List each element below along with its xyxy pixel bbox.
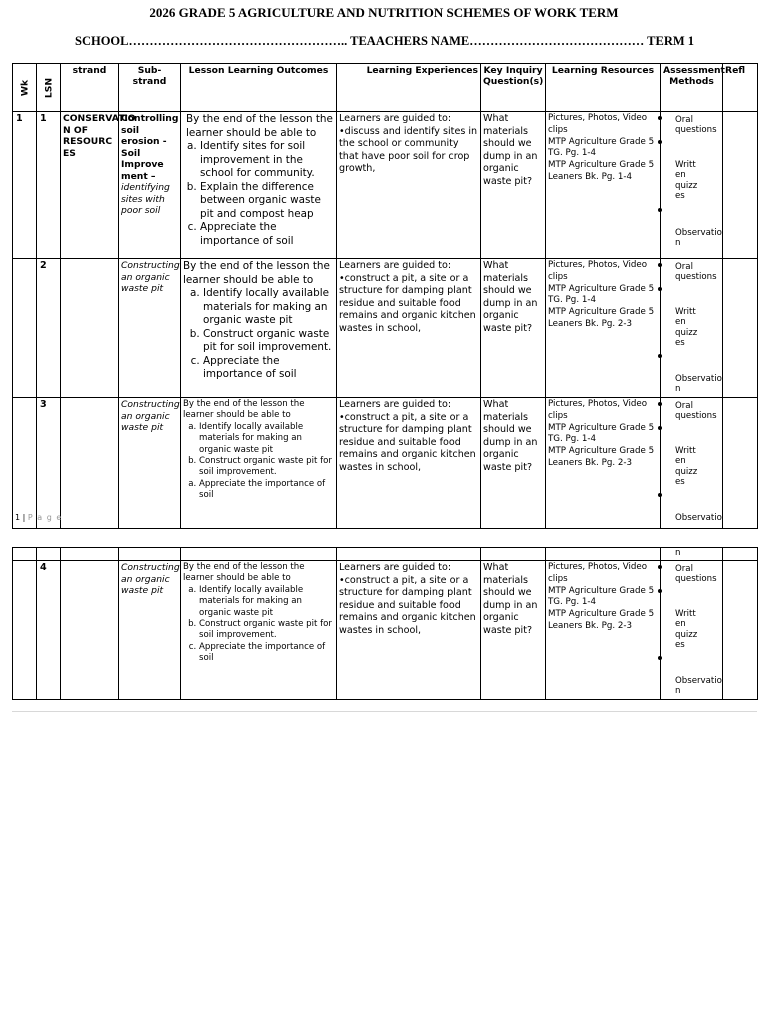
outcome-item: c. Appreciate the importance of soil — [200, 221, 334, 248]
reflection-cell — [723, 561, 758, 700]
header-strand: strand — [61, 64, 119, 112]
inquiry-cell: What materials should we dump in an organic waste pit? — [481, 259, 546, 398]
sub-strand-cell — [119, 398, 181, 529]
header-lsn: LSN — [37, 64, 61, 112]
resources-cell: Pictures, Photos, Video clips MTP Agriculture Grade 5 TG. Pg. 1-4 MTP Agriculture Grade 5 Leaners Bk. Pg. 2-3 — [546, 398, 661, 529]
outcomes-intro: By the end of the lesson the learner should be able to — [183, 562, 305, 584]
experiences-cell: Learners are guided to: •construct a pit, a site or a structure for damping plant residue and suitable food remains and organic kitchen wastes in school, — [337, 561, 481, 700]
strand-cell: CONSERVATIO N OF RESOURC ES — [61, 112, 119, 259]
outcome-item: c. Appreciate the importance of soil — [199, 642, 334, 665]
header-outcomes: Lesson Learning Outcomes — [181, 64, 337, 112]
bullet-icon — [658, 287, 662, 291]
header-assessment: Assessment Methods — [661, 64, 723, 112]
page-number: 1 — [15, 513, 21, 522]
school-teacher-term-line: SCHOOL…………………………………………….. TEAACHERS NAME…………………………………… TERM 1 — [75, 34, 695, 48]
assessment-item: Observatio n — [675, 676, 722, 697]
outcome-item: b. Explain the difference between organic waste pit and compost heap — [200, 181, 334, 222]
outcomes-intro: By the end of the lesson the learner should be able to — [183, 260, 330, 286]
sub-strand-detail: Constructing an organic waste pit — [121, 399, 180, 433]
inquiry-cell: What materials should we dump in an organic waste pit? — [481, 398, 546, 529]
experiences-cell: Learners are guided to: •discuss and identify sites in the school or community that have poor soil for crop growth, — [337, 112, 481, 259]
assessment-item: Oral questions — [675, 115, 717, 136]
header-wk: Wk — [13, 64, 37, 112]
document-title: 2026 GRADE 5 AGRICULTURE AND NUTRITION SCHEMES OF WORK TERM — [149, 5, 619, 20]
assessment-item: Observatio n — [675, 374, 722, 395]
outcome-item: a. Identify locally available materials for making an organic waste pit — [199, 422, 334, 456]
outcome-item: c. Appreciate the importance of soil — [203, 355, 334, 382]
header-reflection: Refl — [723, 64, 758, 112]
lesson-cell: 4 — [37, 561, 61, 700]
table-row — [13, 112, 758, 259]
lesson-cell: 2 — [37, 259, 61, 398]
table-row — [13, 398, 758, 529]
outcomes-cell — [181, 259, 337, 398]
scheme-table-page-2 — [12, 547, 758, 700]
week-cell — [13, 398, 37, 529]
outcome-item: b. Construct organic waste pit for soil improvement. — [199, 456, 334, 479]
sub-strand-title: Controlling soil erosion - Soil Improve ment – — [121, 113, 179, 182]
assessment-item: Observatio n — [675, 228, 722, 249]
reflection-cell — [723, 259, 758, 398]
bullet-icon — [658, 402, 662, 406]
bullet-icon — [658, 656, 662, 660]
assessment-item: Writt en quizz es — [675, 307, 698, 348]
bullet-icon — [658, 565, 662, 569]
outcome-item: a. Identify sites for soil improvement in the school for community. — [200, 140, 334, 181]
assessment-cell — [661, 398, 723, 529]
assessment-cell — [661, 259, 723, 398]
assessment-item: Oral questions — [675, 564, 717, 585]
assessment-cell — [661, 112, 723, 259]
inquiry-cell: What materials should we dump in an organic waste pit? — [481, 112, 546, 259]
outcomes-cell — [181, 112, 337, 259]
bullet-icon — [658, 426, 662, 430]
reflection-cell — [723, 398, 758, 529]
assessment-item: Oral questions — [675, 262, 717, 283]
bullet-icon — [658, 354, 662, 358]
sub-strand-detail: Constructing an organic waste pit — [121, 260, 180, 294]
page-footer — [15, 513, 62, 522]
outcome-item: a. Identify locally available materials for making an organic waste pit — [203, 287, 334, 328]
assessment-item: Writt en quizz es — [675, 160, 698, 201]
resources-cell: Pictures, Photos, Video clips MTP Agriculture Grade 5 TG. Pg. 1-4 MTP Agriculture Grade 5 Leaners Bk. Pg. 2-3 — [546, 561, 661, 700]
bullet-icon — [658, 116, 662, 120]
bullet-icon — [658, 263, 662, 267]
continuation-text: n — [661, 548, 723, 561]
outcomes-intro: By the end of the lesson the learner should be able to — [183, 399, 305, 421]
assessment-cell — [661, 561, 723, 700]
sub-strand-cell — [119, 561, 181, 700]
outcome-item: b. Construct organic waste pit for soil improvement. — [199, 619, 334, 642]
page-separator: | — [22, 513, 26, 522]
resources-cell: Pictures, Photos, Video clips MTP Agriculture Grade 5 TG. Pg. 1-4 MTP Agriculture Grade 5 Leaners Bk. Pg. 2-3 — [546, 259, 661, 398]
reflection-cell — [723, 112, 758, 259]
header-row — [13, 64, 758, 112]
outcomes-cell — [181, 398, 337, 529]
page-divider — [12, 711, 757, 712]
resources-cell: Pictures, Photos, Video clips MTP Agriculture Grade 5 TG. Pg. 1-4 MTP Agriculture Grade 5 Leaners Bk. Pg. 1-4 — [546, 112, 661, 259]
outcomes-cell — [181, 561, 337, 700]
lesson-cell: 3 — [37, 398, 61, 529]
sub-strand-detail: identifying sites with poor soil — [121, 182, 170, 216]
outcomes-intro: By the end of the lesson the learner should be able to — [186, 113, 333, 139]
continuation-row — [13, 548, 758, 561]
sub-strand-cell — [119, 112, 181, 259]
assessment-item: Writt en quizz es — [675, 609, 698, 650]
header-inquiry: Key Inquiry Question(s) — [481, 64, 546, 112]
experiences-cell: Learners are guided to: •construct a pit, a site or a structure for damping plant residue and suitable food remains and organic kitchen wastes in school, — [337, 398, 481, 529]
bullet-icon — [658, 140, 662, 144]
table-row — [13, 259, 758, 398]
experiences-cell: Learners are guided to: •construct a pit, a site or a structure for damping plant residue and suitable food remains and organic kitchen wastes in school, — [337, 259, 481, 398]
lesson-cell: 1 — [37, 112, 61, 259]
inquiry-cell: What materials should we dump in an organic waste pit? — [481, 561, 546, 700]
strand-cell — [61, 398, 119, 529]
header-sub-strand: Sub-strand — [119, 64, 181, 112]
header-experiences: Learning Experiences — [337, 64, 481, 112]
assessment-item: Writt en quizz es — [675, 446, 698, 487]
bullet-icon — [658, 208, 662, 212]
week-cell — [13, 561, 37, 700]
assessment-item: Oral questions — [675, 401, 717, 422]
strand-cell — [61, 259, 119, 398]
bullet-icon — [658, 589, 662, 593]
header-resources: Learning Resources — [546, 64, 661, 112]
outcome-item: a. Identify locally available materials for making an organic waste pit — [199, 585, 334, 619]
scheme-table-page-1 — [12, 63, 758, 529]
week-cell: 1 — [13, 112, 37, 259]
strand-cell — [61, 561, 119, 700]
sub-strand-cell — [119, 259, 181, 398]
table-row — [13, 561, 758, 700]
page-word: P a g e — [27, 513, 63, 522]
outcome-item: a. Appreciate the importance of soil — [199, 479, 334, 502]
bullet-icon — [658, 493, 662, 497]
week-cell — [13, 259, 37, 398]
assessment-item: Observatio — [675, 513, 722, 523]
sub-strand-detail: Constructing an organic waste pit — [121, 562, 180, 596]
outcome-item: b. Construct organic waste pit for soil improvement. — [203, 328, 334, 355]
